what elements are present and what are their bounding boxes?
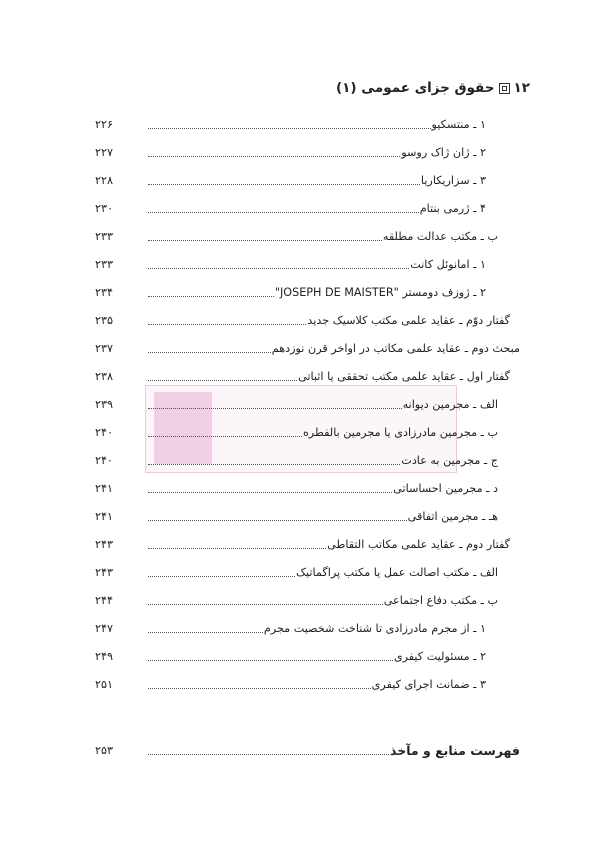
toc-entry[interactable] (95, 502, 520, 530)
entry-page: ۲۲۸ (95, 173, 114, 187)
toc-entry[interactable] (95, 446, 520, 474)
dot-leader (148, 623, 263, 633)
dot-leader (148, 745, 389, 755)
entry-title: ۳ ـ ضمانت اجرای کیفری (371, 677, 486, 691)
entry-title: ۲ ـ مسئولیت کیفری (393, 649, 486, 663)
entry-page: ۲۴۱ (95, 481, 114, 495)
dot-leader (148, 651, 393, 661)
entry-title: ۲ ـ ژان ژاک روسو (401, 145, 486, 159)
toc-entry[interactable] (95, 474, 520, 502)
entry-title: ۴ ـ ژرمی بنتام (419, 201, 486, 215)
entry-title: ب ـ مکتب عدالت مطلقه (382, 229, 498, 243)
entry-title: هـ ـ مجرمین اتفاقی (407, 509, 498, 523)
toc-entry[interactable] (95, 222, 520, 250)
entry-title: ۱ ـ امانوئل کانت (410, 257, 486, 271)
toc-entry[interactable] (95, 138, 520, 166)
toc-entry[interactable] (95, 194, 520, 222)
dot-leader (148, 595, 383, 605)
entry-page: ۲۳۹ (95, 397, 114, 411)
square-ornament-icon (499, 83, 510, 94)
dot-leader (148, 539, 326, 549)
dot-leader (148, 483, 392, 493)
dot-leader (148, 399, 402, 409)
dot-leader (148, 343, 271, 353)
entry-page: ۲۴۳ (95, 565, 114, 579)
book-title: حقوق جزای عمومی (۱) (335, 80, 495, 96)
toc-entry[interactable] (95, 278, 520, 306)
toc-entry[interactable] (95, 306, 520, 334)
dot-leader (148, 427, 302, 437)
dot-leader (148, 287, 274, 297)
entry-title: ۱ ـ از مجرم مادرزادی تا شناخت شخصیت مجرم (263, 621, 486, 635)
table-of-contents (95, 110, 520, 698)
toc-entry[interactable] (95, 614, 520, 642)
toc-entry[interactable] (95, 530, 520, 558)
entry-title: د ـ مجرمین احساساتی (393, 481, 498, 495)
entry-page: ۲۴۱ (95, 509, 114, 523)
entry-title: ۳ ـ سزاریکاریا (420, 173, 486, 187)
entry-page: ۲۴۰ (95, 453, 114, 467)
running-header (336, 80, 530, 96)
entry-page: ۲۵۱ (95, 677, 114, 691)
entry-page: ۲۳۳ (95, 229, 114, 243)
page-number: ۱۲ (513, 80, 530, 96)
entry-page: ۲۴۷ (95, 621, 114, 635)
entry-page: ۲۳۰ (95, 201, 114, 215)
entry-title: ج ـ مجرمین به عادت (401, 453, 498, 467)
entry-title: گفتار دوّم ـ عقاید علمی مکتب کلاسیک جدید (307, 313, 510, 327)
dot-leader (148, 175, 420, 185)
entry-page: ۲۲۶ (95, 117, 114, 131)
toc-entry[interactable] (95, 250, 520, 278)
entry-page: ۲۳۷ (95, 341, 114, 355)
entry-title: مبحث دوم ـ عقاید علمی مکاتب در اواخر قرن نوزدهم (271, 341, 520, 355)
dot-leader (148, 567, 295, 577)
toc-entry[interactable] (95, 390, 520, 418)
entry-page: ۲۴۹ (95, 649, 114, 663)
dot-leader (148, 511, 407, 521)
dot-leader (148, 259, 409, 269)
entry-title: ۱ ـ منتسکیو (431, 117, 486, 131)
toc-entry[interactable] (95, 334, 520, 362)
dot-leader (148, 371, 297, 381)
dot-leader (148, 455, 400, 465)
entry-title: الف ـ مکتب اصالت عمل یا مکتب پراگماتیک (296, 565, 498, 579)
dot-leader (148, 119, 431, 129)
entry-page: ۲۳۴ (95, 285, 114, 299)
entry-page: ۲۲۷ (95, 145, 114, 159)
toc-entry[interactable] (95, 670, 520, 698)
toc-entry[interactable] (95, 362, 520, 390)
entry-page: ۲۴۰ (95, 425, 114, 439)
entry-title: ۲ ـ ژوزف دومستر "JOSEPH DE MAISTER" (274, 285, 486, 299)
entry-page: ۲۵۳ (95, 743, 114, 757)
dot-leader (148, 679, 371, 689)
entry-title: فهرست منابع و مآخذ (390, 742, 520, 758)
toc-entry-bibliography[interactable] (95, 736, 520, 764)
entry-page: ۲۳۸ (95, 369, 114, 383)
dot-leader (148, 315, 306, 325)
dot-leader (148, 203, 419, 213)
entry-page: ۲۴۳ (95, 537, 114, 551)
dot-leader (148, 147, 400, 157)
entry-title: ب ـ مکتب دفاع اجتماعی (383, 593, 498, 607)
toc-entry[interactable] (95, 558, 520, 586)
entry-title: گفتار اول ـ عقاید علمی مکتب تحققی یا اثباتی (298, 369, 510, 383)
toc-entry[interactable] (95, 110, 520, 138)
entry-title: ب ـ مجرمین مادرزادی یا مجرمین بالفطره (302, 425, 498, 439)
toc-entry[interactable] (95, 166, 520, 194)
entry-title: گفتار دوم ـ عقاید علمی مکاتب التقاطی (327, 537, 510, 551)
entry-title: الف ـ مجرمین دیوانه (402, 397, 498, 411)
toc-entry[interactable] (95, 642, 520, 670)
dot-leader (148, 231, 382, 241)
toc-entry[interactable] (95, 418, 520, 446)
entry-page: ۲۴۴ (95, 593, 114, 607)
entry-page: ۲۳۵ (95, 313, 114, 327)
toc-entry[interactable] (95, 586, 520, 614)
entry-page: ۲۳۳ (95, 257, 114, 271)
